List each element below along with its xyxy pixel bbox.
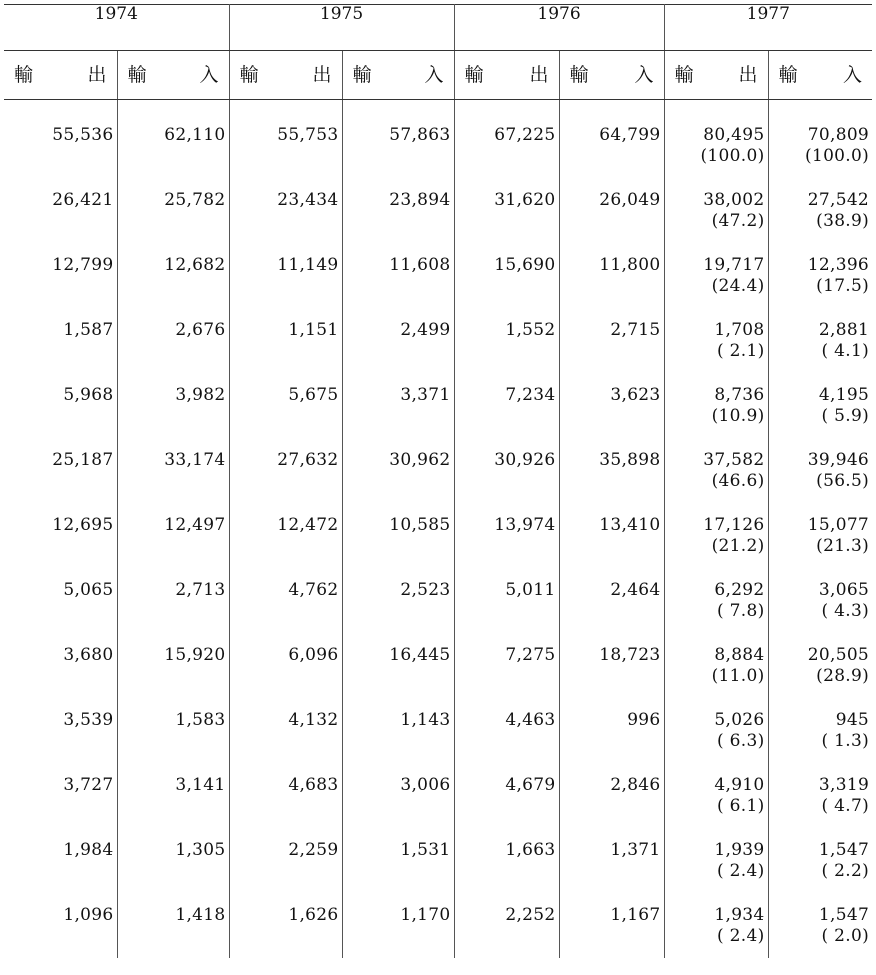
- import-value: 2,523: [400, 580, 451, 600]
- table-cell: [768, 568, 872, 633]
- table-cell: [454, 828, 559, 893]
- export-value: 67,225: [494, 125, 556, 145]
- import-value: 2,499: [400, 320, 451, 340]
- table-cell: [664, 438, 768, 503]
- export-value: 1,151: [288, 320, 339, 340]
- export-value: 55,536: [52, 125, 114, 145]
- import-value: 1,418: [175, 905, 226, 925]
- table-cell: [664, 503, 768, 568]
- export-value: 19,717: [703, 255, 765, 275]
- table-cell: [664, 243, 768, 308]
- export-value: 1,939: [714, 840, 765, 860]
- table-cell: [229, 308, 342, 373]
- import-value: 70,809: [807, 125, 870, 145]
- table-cell: [454, 568, 559, 633]
- table-row: [4, 113, 872, 178]
- table-cell: [229, 113, 342, 178]
- table-cell: [229, 178, 342, 243]
- table-cell: [229, 893, 342, 958]
- table-cell: [559, 438, 664, 503]
- percent-share: ( 4.1): [821, 341, 870, 361]
- export-value: 3,539: [63, 710, 114, 730]
- import-value: 2,676: [175, 320, 226, 340]
- import-value: 39,946: [807, 450, 870, 470]
- table-cell: [117, 568, 229, 633]
- spacer-cell: [454, 100, 559, 114]
- table-cell: [117, 893, 229, 958]
- table-cell: [454, 438, 559, 503]
- table-cell: [342, 178, 454, 243]
- table-cell: [768, 828, 872, 893]
- table-cell: [117, 178, 229, 243]
- percent-share: (21.3): [816, 536, 870, 556]
- percent-share: ( 2.4): [717, 926, 765, 946]
- table-cell: [117, 503, 229, 568]
- table-cell: [559, 568, 664, 633]
- import-header-1977: [768, 51, 872, 100]
- table-cell: [342, 113, 454, 178]
- table-cell: [559, 893, 664, 958]
- table-cell: [768, 113, 872, 178]
- table-cell: [342, 893, 454, 958]
- export-value: 1,708: [714, 320, 765, 340]
- import-label-char: 入: [199, 64, 219, 86]
- table-cell: [342, 243, 454, 308]
- table-cell: [4, 633, 117, 698]
- import-value: 30,962: [389, 450, 451, 470]
- export-value: 7,234: [505, 385, 556, 405]
- table-cell: [664, 828, 768, 893]
- percent-share: (17.5): [816, 276, 870, 296]
- percent-share: ( 2.2): [821, 861, 870, 881]
- import-value: 27,542: [807, 190, 870, 210]
- table-cell: [4, 763, 117, 828]
- export-value: 5,011: [505, 580, 556, 600]
- table-row: [4, 373, 872, 438]
- export-value: 26,421: [52, 190, 114, 210]
- table-row: [4, 633, 872, 698]
- table-cell: [117, 698, 229, 763]
- table-cell: [4, 178, 117, 243]
- import-label-char: 入: [843, 64, 863, 86]
- import-value: 23,894: [389, 190, 451, 210]
- table-row: [4, 698, 872, 763]
- export-value: 4,910: [714, 775, 765, 795]
- table-cell: [664, 568, 768, 633]
- year-header-1975: 1975: [229, 4, 454, 51]
- export-label-char: 輸: [674, 64, 694, 86]
- export-label-char: 輸: [464, 64, 484, 86]
- export-value: 55,753: [277, 125, 339, 145]
- table-cell: [768, 178, 872, 243]
- export-value: 5,065: [63, 580, 114, 600]
- import-value: 2,881: [818, 320, 870, 340]
- table-row: [4, 828, 872, 893]
- percent-share: (100.0): [805, 146, 870, 166]
- percent-share: (21.2): [711, 536, 765, 556]
- import-value: 62,110: [164, 125, 226, 145]
- import-header-1975: [342, 51, 454, 100]
- percent-share: ( 6.3): [717, 731, 765, 751]
- percent-share: (56.5): [816, 471, 870, 491]
- table-cell: [768, 243, 872, 308]
- import-value: 12,682: [164, 255, 226, 275]
- table-cell: [4, 373, 117, 438]
- table-cell: [4, 113, 117, 178]
- export-value: 5,675: [288, 385, 339, 405]
- table-cell: [768, 633, 872, 698]
- table-cell: [664, 893, 768, 958]
- export-value: 12,472: [277, 515, 339, 535]
- table-cell: [559, 308, 664, 373]
- export-value: 1,552: [505, 320, 556, 340]
- export-value: 13,974: [494, 515, 556, 535]
- table-cell: [342, 568, 454, 633]
- export-value: 4,679: [505, 775, 556, 795]
- spacer-cell: [229, 100, 342, 114]
- spacer-cell: [768, 100, 872, 114]
- import-value: 3,141: [175, 775, 226, 795]
- import-value: 1,305: [175, 840, 226, 860]
- export-value: 80,495: [703, 125, 765, 145]
- table-cell: [4, 438, 117, 503]
- export-label-char: 出: [738, 64, 758, 86]
- table-cell: [454, 373, 559, 438]
- export-value: 4,463: [505, 710, 556, 730]
- table-cell: [342, 438, 454, 503]
- export-value: 4,762: [288, 580, 339, 600]
- table-cell: [342, 503, 454, 568]
- export-value: 2,259: [288, 840, 339, 860]
- percent-share: (46.6): [711, 471, 765, 491]
- export-label-char: 出: [87, 64, 107, 86]
- spacer-cell: [4, 100, 117, 114]
- import-value: 12,396: [807, 255, 870, 275]
- import-value: 57,863: [389, 125, 451, 145]
- export-value: 3,680: [63, 645, 114, 665]
- table-row: [4, 243, 872, 308]
- export-value: 1,984: [63, 840, 114, 860]
- export-value: 1,934: [714, 905, 765, 925]
- table-cell: [768, 763, 872, 828]
- table-cell: [117, 308, 229, 373]
- export-label-char: 輸: [239, 64, 259, 86]
- table-cell: [342, 373, 454, 438]
- export-header-1977: [664, 51, 768, 100]
- table-cell: [117, 113, 229, 178]
- table-cell: [664, 373, 768, 438]
- import-label-char: 輸: [127, 64, 147, 86]
- export-value: 1,663: [505, 840, 556, 860]
- table-cell: [117, 373, 229, 438]
- percent-share: ( 5.9): [821, 406, 870, 426]
- import-value: 2,464: [610, 580, 661, 600]
- import-value: 13,410: [599, 515, 661, 535]
- table-cell: [342, 698, 454, 763]
- trade-table: [4, 4, 872, 958]
- import-value: 3,006: [400, 775, 451, 795]
- import-value: 1,547: [818, 905, 870, 925]
- table-cell: [559, 503, 664, 568]
- percent-share: (38.9): [816, 211, 870, 231]
- table-cell: [229, 373, 342, 438]
- export-value: 23,434: [277, 190, 339, 210]
- export-header-1976: [454, 51, 559, 100]
- table-cell: [229, 243, 342, 308]
- table-cell: [768, 308, 872, 373]
- table-cell: [559, 178, 664, 243]
- import-value: 4,195: [818, 385, 870, 405]
- table-cell: [454, 763, 559, 828]
- percent-share: (100.0): [700, 146, 765, 166]
- import-value: 2,846: [610, 775, 661, 795]
- export-label-char: 輸: [14, 64, 34, 86]
- percent-share: (11.0): [711, 666, 765, 686]
- table-cell: [664, 633, 768, 698]
- import-label-char: 輸: [778, 64, 798, 86]
- export-value: 6,292: [714, 580, 765, 600]
- table-cell: [342, 633, 454, 698]
- import-value: 18,723: [599, 645, 661, 665]
- export-value: 8,736: [714, 385, 765, 405]
- import-header-1976: [559, 51, 664, 100]
- table-cell: [4, 503, 117, 568]
- import-value: 11,800: [599, 255, 661, 275]
- import-value: 2,713: [175, 580, 226, 600]
- table-cell: [117, 828, 229, 893]
- import-value: 1,547: [818, 840, 870, 860]
- import-value: 64,799: [599, 125, 661, 145]
- export-value: 3,727: [63, 775, 114, 795]
- table-cell: [229, 698, 342, 763]
- export-value: 4,132: [288, 710, 339, 730]
- table-cell: [4, 698, 117, 763]
- table-cell: [664, 113, 768, 178]
- table-row: [4, 893, 872, 958]
- export-value: 5,968: [63, 385, 114, 405]
- table-cell: [342, 308, 454, 373]
- table-cell: [768, 503, 872, 568]
- import-value: 1,170: [400, 905, 451, 925]
- table-cell: [559, 763, 664, 828]
- import-value: 2,715: [610, 320, 661, 340]
- import-value: 1,531: [400, 840, 451, 860]
- export-value: 27,632: [277, 450, 339, 470]
- table-cell: [4, 828, 117, 893]
- import-value: 3,371: [400, 385, 451, 405]
- export-value: 25,187: [52, 450, 114, 470]
- percent-share: (10.9): [711, 406, 765, 426]
- table-cell: [664, 178, 768, 243]
- export-value: 37,582: [703, 450, 765, 470]
- table-cell: [454, 243, 559, 308]
- table-cell: [454, 503, 559, 568]
- table-cell: [559, 373, 664, 438]
- import-value: 35,898: [599, 450, 661, 470]
- table-cell: [454, 633, 559, 698]
- import-value: 12,497: [164, 515, 226, 535]
- export-label-char: 出: [529, 64, 549, 86]
- export-value: 11,149: [277, 255, 339, 275]
- export-value: 31,620: [494, 190, 556, 210]
- table-cell: [117, 243, 229, 308]
- export-value: 6,096: [288, 645, 339, 665]
- table-cell: [664, 308, 768, 373]
- spacer-cell: [117, 100, 229, 114]
- export-label-char: 出: [312, 64, 332, 86]
- percent-share: ( 1.3): [821, 731, 870, 751]
- import-value: 3,623: [610, 385, 661, 405]
- spacer-cell: [342, 100, 454, 114]
- table-cell: [117, 763, 229, 828]
- percent-share: ( 2.4): [717, 861, 765, 881]
- table-cell: [454, 178, 559, 243]
- percent-share: ( 6.1): [717, 796, 765, 816]
- percent-share: ( 2.1): [717, 341, 765, 361]
- table-cell: [454, 893, 559, 958]
- percent-share: (28.9): [816, 666, 870, 686]
- table-cell: [117, 633, 229, 698]
- table-cell: [229, 633, 342, 698]
- export-value: 1,626: [288, 905, 339, 925]
- table-cell: [4, 308, 117, 373]
- table-cell: [454, 308, 559, 373]
- table-cell: [559, 113, 664, 178]
- export-value: 5,026: [714, 710, 765, 730]
- percent-share: ( 2.0): [821, 926, 870, 946]
- export-value: 17,126: [703, 515, 765, 535]
- import-value: 1,143: [400, 710, 451, 730]
- import-value: 16,445: [389, 645, 451, 665]
- year-header-1977: 1977: [664, 4, 872, 51]
- export-import-header-row: [4, 51, 872, 100]
- import-value: 3,065: [818, 580, 870, 600]
- table-row: [4, 438, 872, 503]
- import-value: 945: [835, 710, 870, 730]
- import-label-char: 入: [634, 64, 654, 86]
- year-header-1976: 1976: [454, 4, 664, 51]
- import-value: 33,174: [164, 450, 226, 470]
- import-value: 1,583: [175, 710, 226, 730]
- import-value: 26,049: [599, 190, 661, 210]
- import-value: 10,585: [389, 515, 451, 535]
- percent-share: (47.2): [711, 211, 765, 231]
- table-row: [4, 178, 872, 243]
- export-value: 4,683: [288, 775, 339, 795]
- import-value: 1,371: [610, 840, 661, 860]
- table-cell: [768, 893, 872, 958]
- percent-share: ( 7.8): [717, 601, 765, 621]
- percent-share: ( 4.3): [821, 601, 870, 621]
- table-cell: [229, 568, 342, 633]
- table-cell: [342, 763, 454, 828]
- import-value: 3,319: [818, 775, 870, 795]
- export-header-1974: [4, 51, 117, 100]
- table-cell: [664, 698, 768, 763]
- table-cell: [4, 568, 117, 633]
- table-cell: [664, 763, 768, 828]
- table-cell: [229, 503, 342, 568]
- table-cell: [768, 438, 872, 503]
- table-cell: [454, 698, 559, 763]
- export-value: 7,275: [505, 645, 556, 665]
- import-value: 20,505: [807, 645, 870, 665]
- export-value: 15,690: [494, 255, 556, 275]
- table-cell: [768, 698, 872, 763]
- percent-share: ( 4.7): [821, 796, 870, 816]
- table-row: [4, 568, 872, 633]
- import-value: 15,920: [164, 645, 226, 665]
- export-value: 12,695: [52, 515, 114, 535]
- table-cell: [559, 828, 664, 893]
- import-label-char: 輸: [352, 64, 372, 86]
- table-cell: [229, 438, 342, 503]
- import-value: 11,608: [389, 255, 451, 275]
- table-row: [4, 503, 872, 568]
- export-value: 38,002: [703, 190, 765, 210]
- table-cell: [559, 698, 664, 763]
- spacer-cell: [559, 100, 664, 114]
- import-label-char: 輸: [569, 64, 589, 86]
- table-row: [4, 763, 872, 828]
- export-value: 2,252: [505, 905, 556, 925]
- import-header-1974: [117, 51, 229, 100]
- year-header-1974: 1974: [4, 4, 229, 51]
- year-header-row: [4, 4, 872, 51]
- table-cell: [559, 243, 664, 308]
- export-value: 30,926: [494, 450, 556, 470]
- table-cell: [559, 633, 664, 698]
- table-cell: [117, 438, 229, 503]
- percent-share: (24.4): [711, 276, 765, 296]
- import-label-char: 入: [424, 64, 444, 86]
- export-header-1975: [229, 51, 342, 100]
- export-value: 8,884: [714, 645, 765, 665]
- import-value: 3,982: [175, 385, 226, 405]
- table-cell: [229, 763, 342, 828]
- export-value: 1,096: [63, 905, 114, 925]
- table-cell: [229, 828, 342, 893]
- import-value: 996: [627, 710, 661, 730]
- table-row: [4, 308, 872, 373]
- import-value: 15,077: [807, 515, 870, 535]
- import-value: 1,167: [610, 905, 661, 925]
- export-value: 12,799: [52, 255, 114, 275]
- table-cell: [4, 243, 117, 308]
- table-cell: [342, 828, 454, 893]
- table-cell: [768, 373, 872, 438]
- spacer-row: [4, 100, 872, 114]
- export-value: 1,587: [63, 320, 114, 340]
- table-cell: [454, 113, 559, 178]
- spacer-cell: [664, 100, 768, 114]
- table-cell: [4, 893, 117, 958]
- import-value: 25,782: [164, 190, 226, 210]
